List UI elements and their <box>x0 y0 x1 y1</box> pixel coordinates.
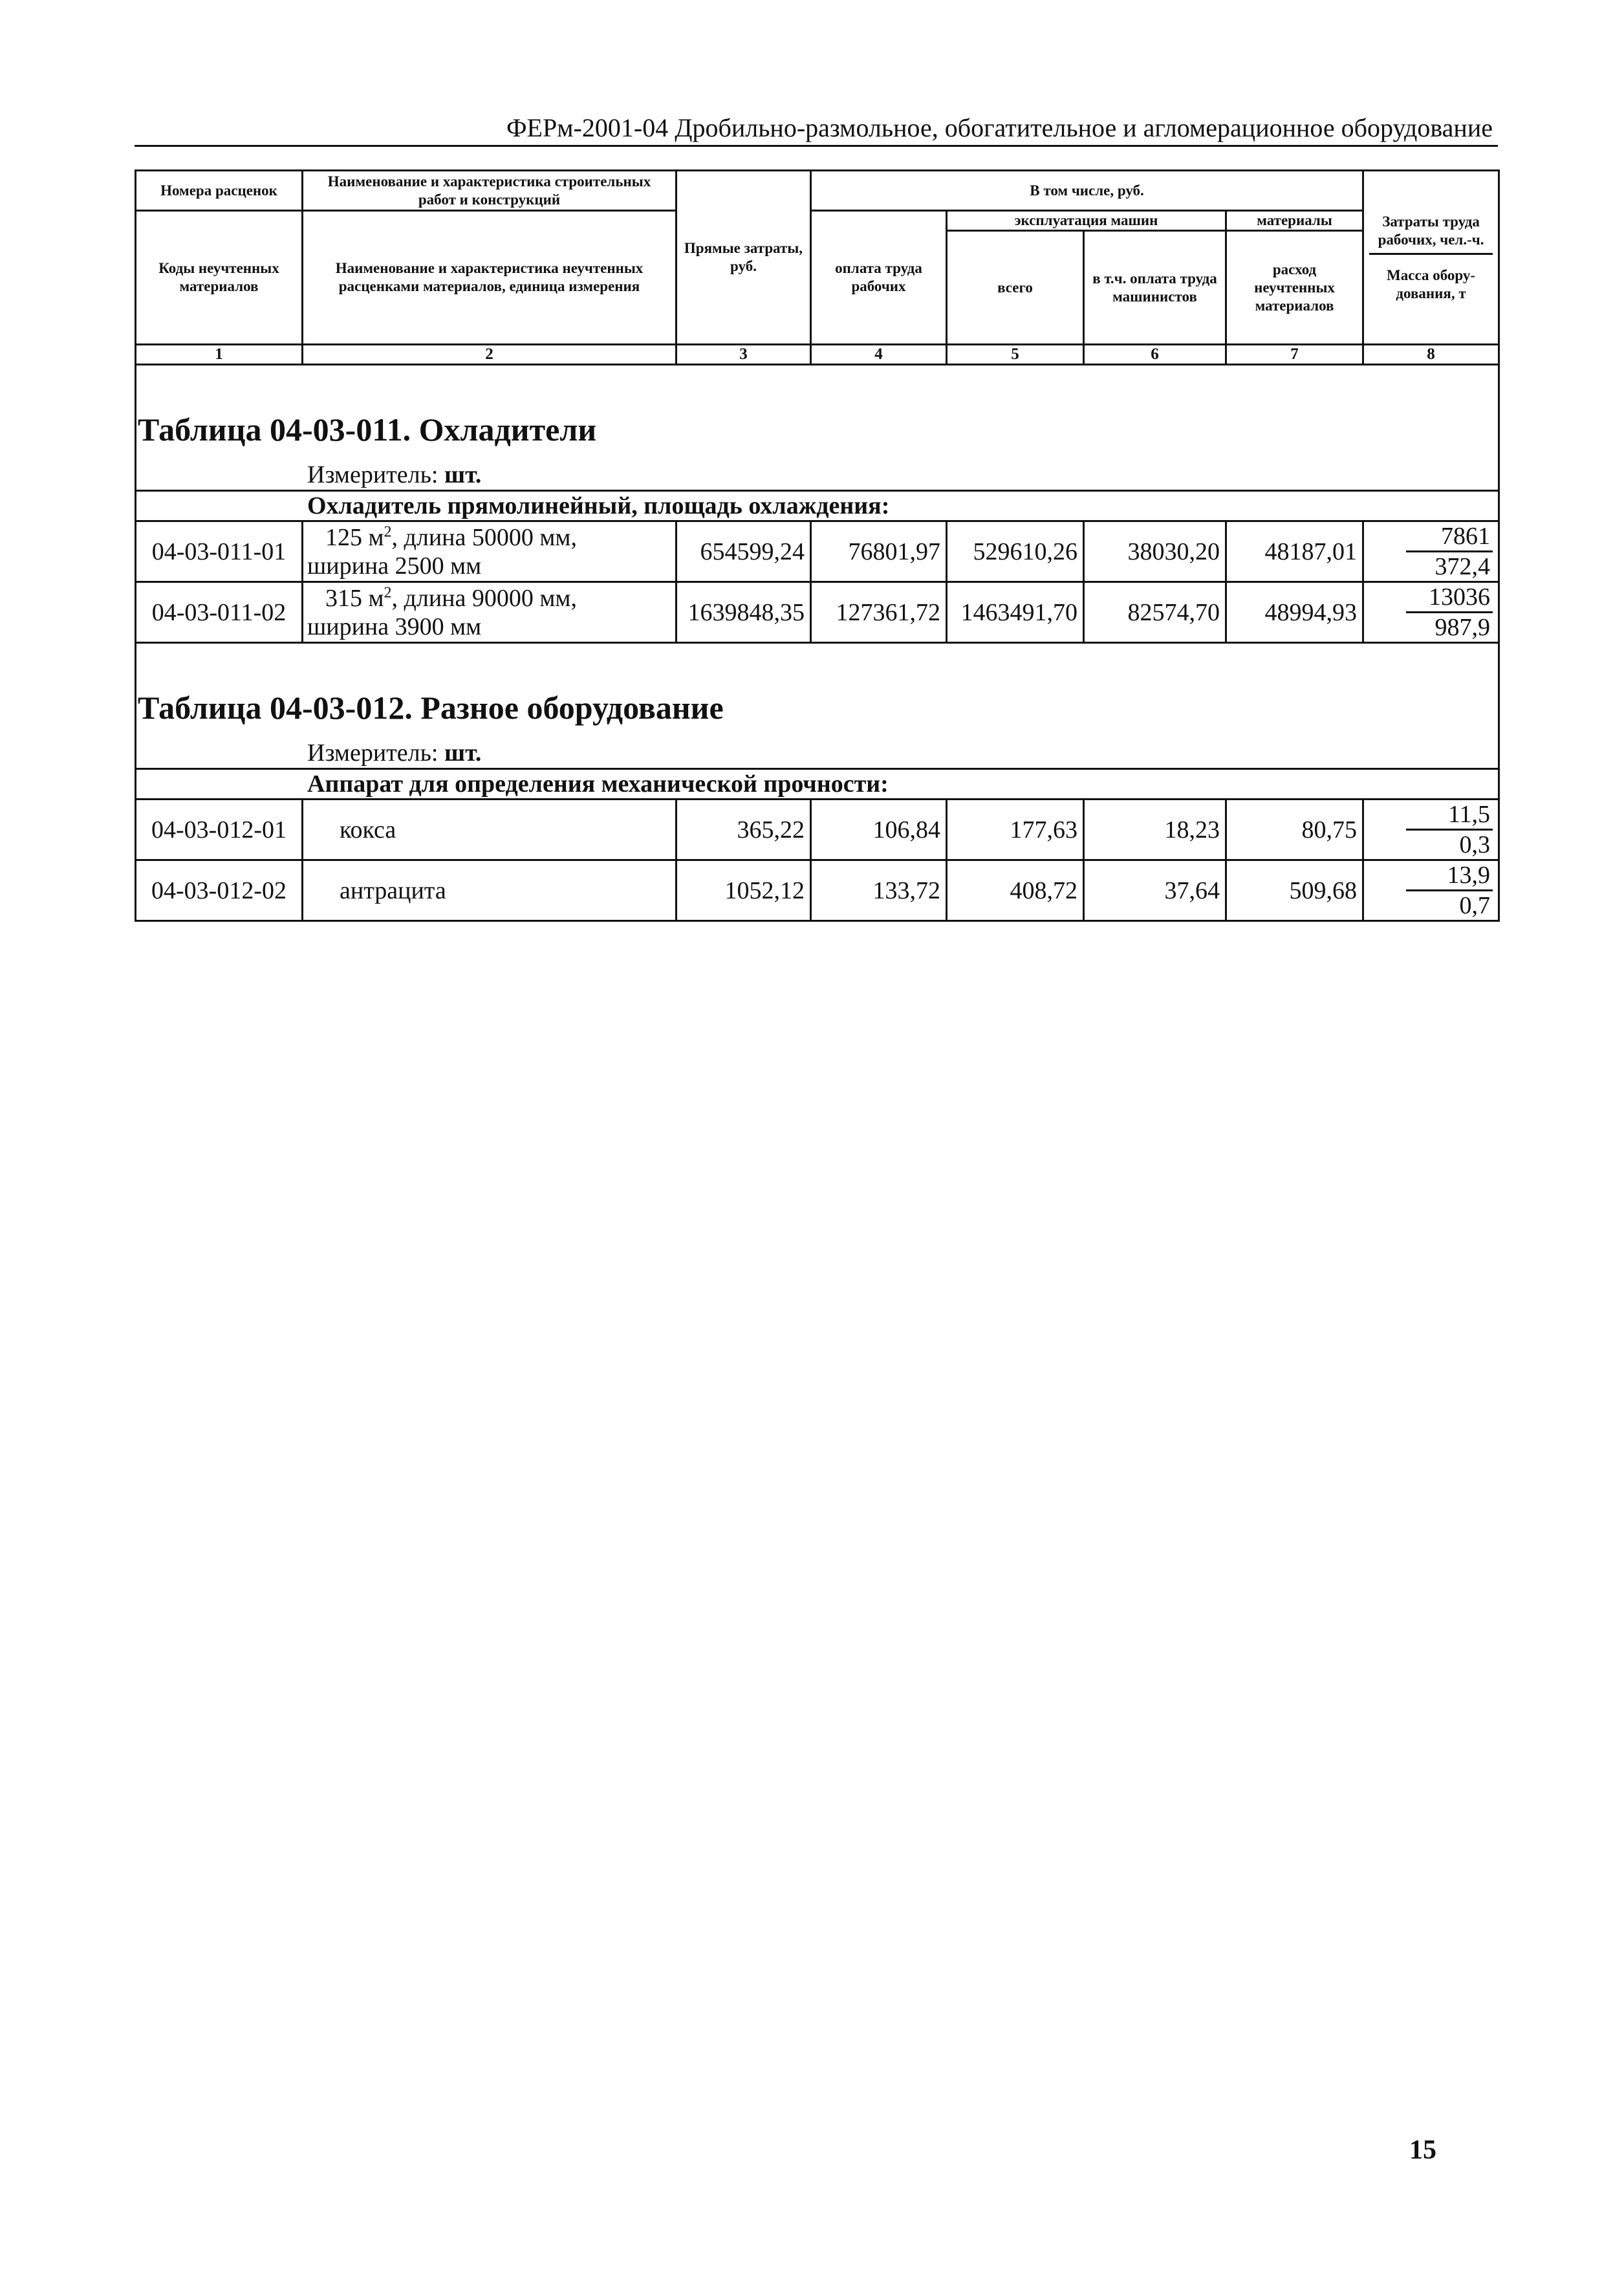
table2-unit-value: шт. <box>444 739 482 767</box>
col4-header: оплата труда рабочих <box>811 211 947 345</box>
row-machinists-pay: 18,23 <box>1084 800 1226 860</box>
row-labor-mass: 13,9 0,7 <box>1363 860 1499 921</box>
table1-title: Таблица 04-03-011. Охладители <box>136 365 1499 461</box>
col7-header: расход неучтенных материалов <box>1226 231 1363 345</box>
table2-unit-label: Измеритель: <box>307 739 438 767</box>
row-name: 315 $м^2$, длина 90000 мм, ширина 3900 мм <box>303 582 677 643</box>
page-header <box>135 111 1498 147</box>
column-number: 5 <box>947 345 1084 365</box>
row-labor-mass: 7861 372,4 <box>1363 521 1499 582</box>
row-code: 04-03-011-01 <box>136 521 303 582</box>
row-machines-total: 1463491,70 <box>947 582 1084 643</box>
row-machines-total: 529610,26 <box>947 521 1084 582</box>
col6-header: в т.ч. оплата труда машинистов <box>1084 231 1226 345</box>
table1-unit-label: Измеритель: <box>307 461 438 488</box>
table-row <box>136 800 1499 860</box>
row-code: 04-03-011-02 <box>136 582 303 643</box>
column-number: 2 <box>303 345 677 365</box>
row-direct-cost: 1052,12 <box>677 860 811 921</box>
table-row <box>136 860 1499 921</box>
row-name: антрацита <box>303 860 677 921</box>
row-machinists-pay: 38030,20 <box>1084 521 1226 582</box>
row-materials: 80,75 <box>1226 800 1363 860</box>
row-machinists-pay: 82574,70 <box>1084 582 1226 643</box>
column-numbers-row <box>136 345 1499 365</box>
column-number: 1 <box>136 345 303 365</box>
row-labor-mass: 11,5 0,3 <box>1363 800 1499 860</box>
col3-header: Прямые затраты, руб. <box>677 171 811 345</box>
row-materials: 48187,01 <box>1226 521 1363 582</box>
table1-unit <box>136 460 1499 491</box>
page-number: 15 <box>1409 2135 1436 2165</box>
row-direct-cost: 1639848,35 <box>677 582 811 643</box>
col2-header-bottom: Наименование и характеристика неучтенных расценками материалов, единица измерения <box>303 211 677 345</box>
col1-header-top: Номера расценок <box>136 171 303 211</box>
col1-header-bottom: Коды неучтенных материалов <box>136 211 303 345</box>
table2-unit <box>136 738 1499 769</box>
column-number: 3 <box>677 345 811 365</box>
column-number: 6 <box>1084 345 1226 365</box>
row-machines-total: 408,72 <box>947 860 1084 921</box>
col8-header <box>1363 171 1499 345</box>
row-machinists-pay: 37,64 <box>1084 860 1226 921</box>
group-header-incl: В том числе, руб. <box>811 171 1363 211</box>
group-header-materials: материалы <box>1226 211 1363 231</box>
row-labor-pay: 106,84 <box>811 800 947 860</box>
row-labor-pay: 127361,72 <box>811 582 947 643</box>
row-name: кокса <box>303 800 677 860</box>
row-materials: 48994,93 <box>1226 582 1363 643</box>
row-direct-cost: 365,22 <box>677 800 811 860</box>
row-code: 04-03-012-02 <box>136 860 303 921</box>
column-number: 4 <box>811 345 947 365</box>
row-materials: 509,68 <box>1226 860 1363 921</box>
row-labor-mass: 13036 987,9 <box>1363 582 1499 643</box>
col8-header-top: Затраты труда рабочих, чел.-ч. <box>1369 213 1493 255</box>
page-header-title: ФЕРм-2001-04 Дробильно-размольное, обогатительное и агломерационное оборудование <box>506 113 1493 142</box>
group-header-machines: эксплуатация машин <box>947 211 1226 231</box>
table2-title: Таблица 04-03-012. Разное оборудование <box>136 643 1499 739</box>
table1-unit-value: шт. <box>444 461 482 488</box>
row-labor-pay: 133,72 <box>811 860 947 921</box>
col2-header-top: Наименование и характеристика строительных работ и конструкций <box>303 171 677 211</box>
row-code: 04-03-012-01 <box>136 800 303 860</box>
row-machines-total: 177,63 <box>947 800 1084 860</box>
column-number: 8 <box>1363 345 1499 365</box>
column-number: 7 <box>1226 345 1363 365</box>
table2-group-heading: Аппарат для определения механической прочности: <box>136 769 1499 800</box>
col8-header-bottom: Масса обору-дования, т <box>1387 267 1476 301</box>
row-labor-pay: 76801,97 <box>811 521 947 582</box>
estimate-table <box>135 169 1500 922</box>
row-direct-cost: 654599,24 <box>677 521 811 582</box>
row-name: 125 $м^2$, длина 50000 мм, ширина 2500 мм <box>303 521 677 582</box>
table1-group-heading: Охладитель прямолинейный, площадь охлаждения: <box>136 491 1499 521</box>
table-row <box>136 582 1499 643</box>
table-row <box>136 521 1499 582</box>
col5-header: всего <box>947 231 1084 345</box>
